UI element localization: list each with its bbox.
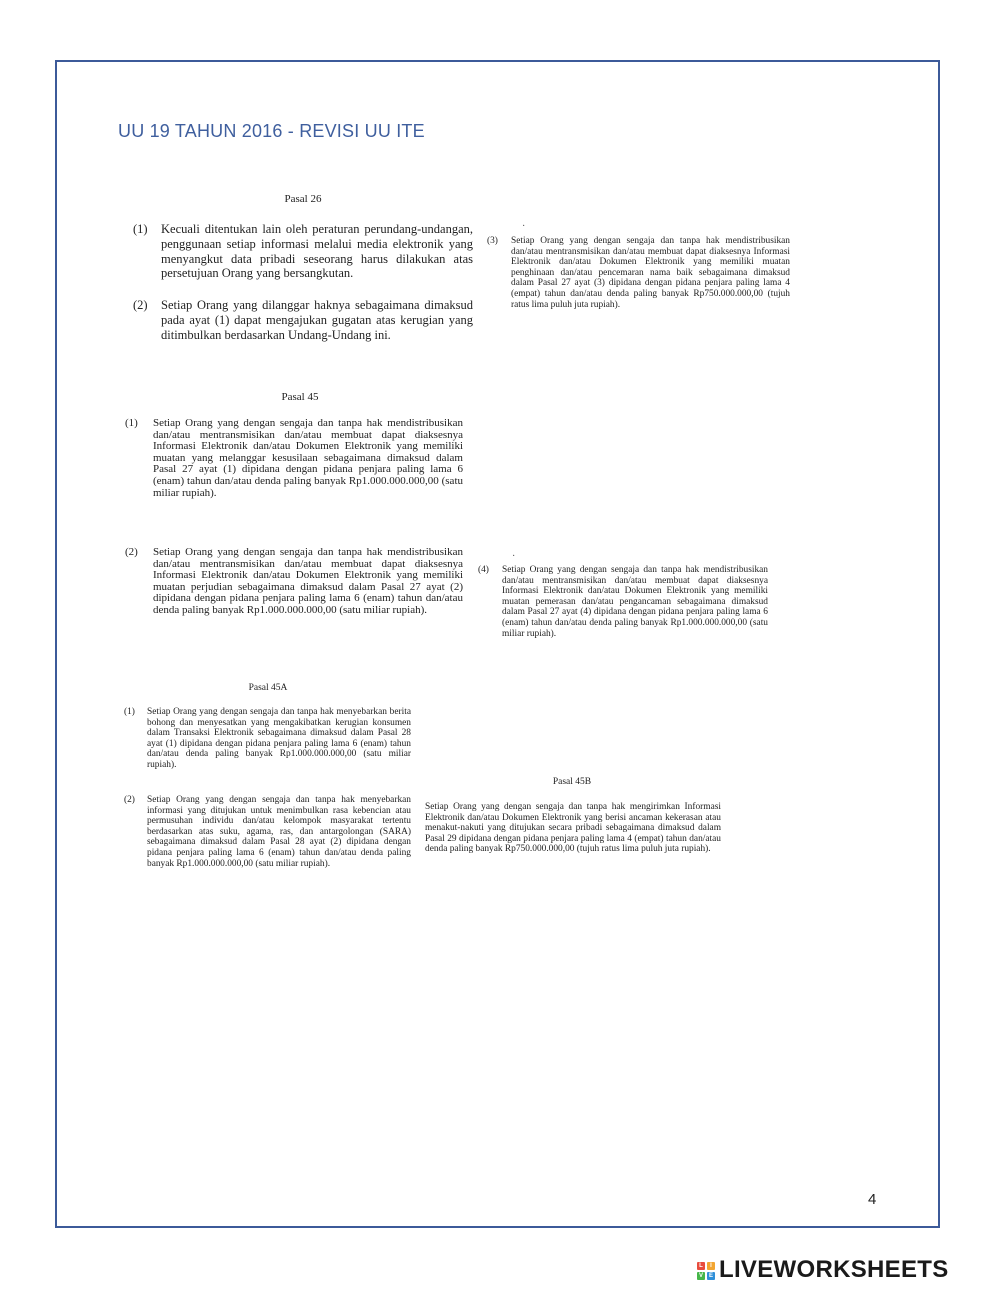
- logo-tile: I: [707, 1262, 715, 1270]
- ayat-number: (3): [487, 236, 498, 246]
- ayat-text: Kecuali ditentukan lain oleh peraturan perundang-undangan, penggunaan setiap informasi melalui media elektronik yang menyangkut data pribadi seseorang harus dilakukan atas persetujuan Orang yang bersangkutan.: [161, 222, 473, 281]
- scan-mark: ·: [522, 221, 526, 232]
- ayat-text: Setiap Orang yang dilanggar haknya sebagaimana dimaksud pada ayat (1) dapat mengajukan gugatan atas kerugian yang ditimbulkan berdasarkan Undang-Undang ini.: [161, 298, 473, 342]
- pasal-45a-ayat-1: [124, 707, 411, 771]
- ayat-text: Setiap Orang yang dengan sengaja dan tanpa hak mendistribusikan dan/atau mentransmisikan dan/atau membuat dapat diaksesnya Informasi Elektronik dan/atau Dokumen Elektronik yang memiliki muatan yang melanggar kesusilaan sebagaimana dimaksud dalam Pasal 27 ayat (1) dipidana dengan pidana penjara paling lama 6 (enam) tahun dan/atau denda paling banyak Rp1.000.000.000,00 (satu miliar rupiah).: [153, 417, 463, 499]
- ayat-number: (1): [133, 222, 148, 236]
- ayat-number: (2): [125, 546, 138, 558]
- pasal-45-title: Pasal 45: [281, 391, 319, 403]
- pasal-45-ayat-2: [125, 547, 463, 617]
- scan-mark: ·: [512, 551, 516, 562]
- pasal-45b-title: Pasal 45B: [552, 777, 592, 787]
- document-title: UU 19 TAHUN 2016 - REVISI UU ITE: [118, 121, 425, 141]
- ayat-text: Setiap Orang yang dengan sengaja dan tanpa hak mendistribusikan dan/atau mentransmisikan dan/atau membuat dapat diaksesnya Informasi Elektronik dan/atau Dokumen Elektronik yang memiliki muatan pemerasan dan/atau pengancaman sebagaimana dimaksud dalam Pasal 27 ayat (4) dipidana dengan pidana penjara paling lama 6 (enam) tahun dan/atau denda paling banyak Rp1.000.000.000,00 (satu miliar rupiah).: [502, 565, 768, 639]
- ayat-text: Setiap Orang yang dengan sengaja dan tanpa hak menyebarkan informasi yang ditujukan untuk menimbulkan rasa kebencian atau permusuhan individu dan/atau kelompok masyarakat tertentu berdasarkan atas suku, agama, ras, dan antargolongan (SARA) sebagaimana dimaksud dalam Pasal 28 ayat (2) dipidana dengan pidana penjara paling lama 6 (enam) tahun dan/atau denda paling banyak Rp1.000.000.000,00 (satu miliar rupiah).: [147, 795, 411, 869]
- pasal-26-ayat-2: [133, 298, 473, 342]
- brand-name: LIVEWORKSHEETS: [719, 1256, 949, 1283]
- pasal-45-ayat-1: [125, 418, 463, 499]
- ayat-number: (1): [124, 707, 135, 717]
- ayat-text: Setiap Orang yang dengan sengaja dan tanpa hak mendistribusikan dan/atau mentransmisikan dan/atau membuat dapat diaksesnya Informasi Elektronik dan/atau Dokumen Elektronik yang memiliki muatan penghinaan dan/atau pencemaran nama baik sebagaimana dimaksud dalam Pasal 27 ayat (3) dipidana dengan pidana penjara paling lama 4 (empat) tahun dan/atau denda paling banyak Rp750.000.000,00 (tujuh ratus lima puluh juta rupiah).: [511, 236, 790, 310]
- ayat-text: Setiap Orang yang dengan sengaja dan tanpa hak menyebarkan berita bohong dan menyesatkan yang mengakibatkan kerugian konsumen dalam Transaksi Elektronik sebagaimana dimaksud dalam Pasal 28 ayat (1) dipidana dengan pidana penjara paling lama 6 (enam) tahun dan/atau denda paling banyak Rp1.000.000.000,00 (satu miliar rupiah).: [147, 707, 411, 770]
- pasal-45a-ayat-2: [124, 795, 411, 869]
- logo-tile: E: [708, 1273, 713, 1279]
- pasal-45-ayat-3: [487, 236, 790, 310]
- page-number: 4: [868, 1191, 877, 1208]
- live-logo-icon: [697, 1262, 715, 1280]
- logo-tile: V: [698, 1273, 703, 1279]
- logo-tile: L: [697, 1262, 705, 1270]
- ayat-number: (2): [124, 795, 135, 805]
- ayat-number: (1): [125, 417, 138, 429]
- ayat-number: (2): [133, 298, 148, 312]
- ayat-text: Setiap Orang yang dengan sengaja dan tanpa hak mendistribusikan dan/atau mentransmisikan dan/atau membuat dapat diaksesnya Informasi Elektronik dan/atau Dokumen Elektronik yang memiliki muatan perjudian sebagaimana dimaksud dalam Pasal 27 ayat (2) dipidana dengan pidana penjara paling lama 6 (enam) tahun dan/atau denda paling banyak Rp1.000.000.000,00 (satu miliar rupiah).: [153, 546, 463, 616]
- pasal-26-ayat-1: [133, 222, 473, 281]
- liveworksheets-logo: [697, 1256, 949, 1284]
- pasal-45-ayat-4: [478, 565, 768, 639]
- pasal-45a-title: Pasal 45A: [248, 683, 288, 693]
- pasal-26-title: Pasal 26: [284, 193, 322, 205]
- ayat-number: (4): [478, 565, 489, 575]
- pasal-45b-text: Setiap Orang yang dengan sengaja dan tanpa hak mengirimkan Informasi Elektronik dan/atau Dokumen Elektronik yang berisi ancaman kekerasan atau menakut-nakuti yang ditujukan secara pribadi sebagaimana dimaksud dalam Pasal 29 dipidana dengan pidana penjara paling lama 4 (empat) tahun dan/atau denda paling banyak Rp750.000.000,00 (tujuh ratus lima puluh juta rupiah).: [425, 802, 721, 855]
